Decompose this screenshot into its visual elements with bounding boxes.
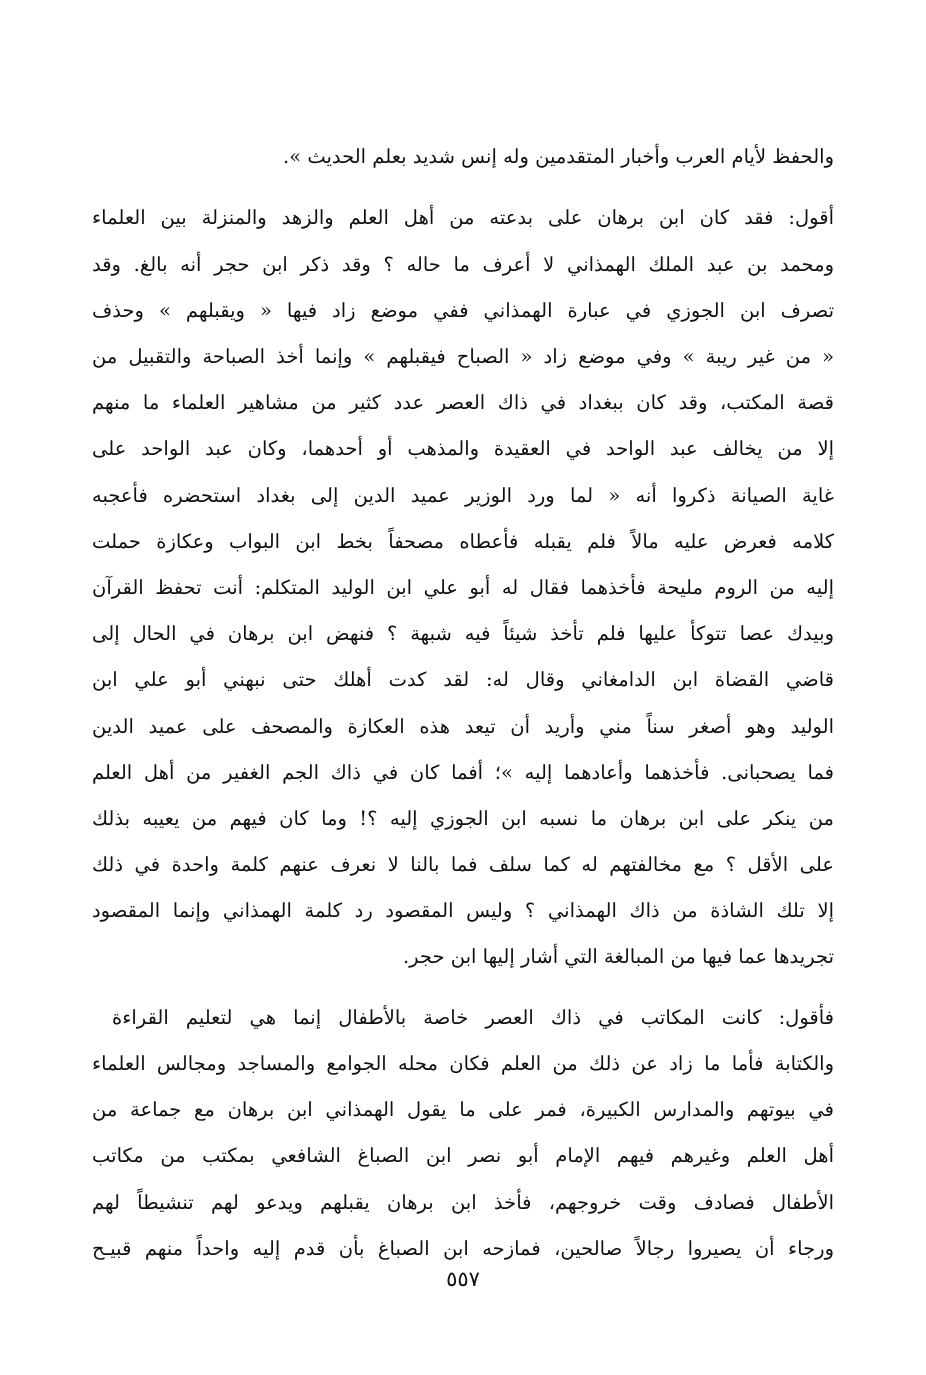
- paragraph-1-line-2: ومحمد بن عبد الملك الهمذاني لا أعرف ما حاله ؟ وقد ذكر ابن حجر أنه بالغ. وقد: [92, 253, 834, 276]
- paragraph-1-line-12: الوليد وهو أصغر سناً مني وأريد أن تيعد هذه العكازة والمصحف على عميد الدين: [92, 715, 834, 738]
- paragraph-2-line-4: أهل العلم وغيرهم فيهم الإمام أبو نصر ابن الصباغ الشافعي بمكتب من مكاتب: [92, 1144, 834, 1167]
- paragraph-2-line-1: فأقول: كانت المكاتب في ذاك العصر خاصة بالأطفال إنما هي لتعليم القراءة: [112, 1006, 834, 1029]
- intro-line-1: والحفظ لأيام العرب وأخبار المتقدمين وله إنس شديد بعلم الحديث ».: [283, 145, 834, 168]
- paragraph-1-line-16: إلا تلك الشاذة من ذاك الهمذاني ؟ وليس المقصود رد كلمة الهمذاني وإنما المقصود: [92, 899, 834, 922]
- paragraph-1-line-6: إلا من يخالف عبد الواحد في العقيدة والمذهب أو أحدهما، وكان عبد الواحد على: [92, 437, 834, 460]
- paragraph-2-line-6: ورجاء أن يصيروا رجالاً صالحين، فمازحه ابن الصباغ بأن قدم إليه واحداً منهم قبيـح: [92, 1237, 834, 1260]
- paragraph-1-line-14: من ينكر على ابن برهان ما نسبه ابن الجوزي إليه ؟! وما كان فيهم من يعيبه بذلك: [92, 807, 834, 830]
- paragraph-1-line-10: وبيدك عصا تتوكأ عليها فلم تأخذ شيئاً فيه شبهة ؟ فنهض ابن برهان في الحال إلى: [92, 622, 834, 645]
- paragraph-1-line-9: إليه من الروم مليحة فأخذهما فقال له أبو علي ابن الوليد المتكلم: أنت تحفظ القرآن: [92, 576, 834, 599]
- paragraph-1-line-1: أقول: فقد كان ابن برهان على بدعته من أهل العلم والزهد والمنزلة بين العلماء: [92, 206, 834, 229]
- paragraph-1-line-15: على الأقل ؟ مع مخالفتهم له كما سلف فما بالنا لا نعرف عنهم كلمة واحدة في ذلك: [92, 853, 834, 876]
- paragraph-1-line-4: « من غير ريبة » وفي موضع زاد « الصباح فيقبلهم » وإنما أخذ الصباحة والتقبيل من: [92, 345, 834, 368]
- paragraph-1-line-13: فما يصحبانى. فأخذهما وأعادهما إليه »؛ أفما كان في ذاك الجم الغفير من أهل العلم: [92, 761, 834, 784]
- paragraph-1-line-5: قصة المكتب، وقد كان ببغداد في ذاك العصر عدد كثير من مشاهير العلماء ما منهم: [92, 391, 834, 414]
- paragraph-1-line-11: قاضي القضاة ابن الدامغاني وقال له: لقد كدت أهلك حتى نبهني أبو علي ابن: [92, 668, 834, 691]
- paragraph-1-line-8: كلامه فعرض عليه مالاً فلم يقبله فأعطاه مصحفاً بخط ابن البواب وعكازة حملت: [92, 530, 834, 553]
- paragraph-1-line-17: تجريدها عما فيها من المبالغة التي أشار إليها ابن حجر.: [402, 945, 834, 968]
- paragraph-2-line-2: والكتابة فأما ما زاد عن ذلك من العلم فكان محله الجوامع والمساجد ومجالس العلماء: [92, 1052, 834, 1075]
- page-number: ٥٥٧: [446, 1267, 480, 1291]
- paragraph-1-line-7: غاية الصيانة ذكروا أنه « لما ورد الوزير عميد الدين إلى بغداد استحضره فأعجبه: [92, 484, 834, 507]
- paragraph-2-line-3: في بيوتهم والمدارس الكبيرة، فمر على ما يقول الهمذاني ابن برهان مع جماعة من: [92, 1098, 834, 1121]
- paragraph-2-line-5: الأطفال فصادف وقت خروجهم، فأخذ ابن برهان يقبلهم ويدعو لهم تنشيطاً لهم: [92, 1191, 834, 1214]
- paragraph-1-line-3: تصرف ابن الجوزي في عبارة الهمذاني ففي موضع زاد فيها « ويقبلهم » وحذف: [92, 299, 834, 322]
